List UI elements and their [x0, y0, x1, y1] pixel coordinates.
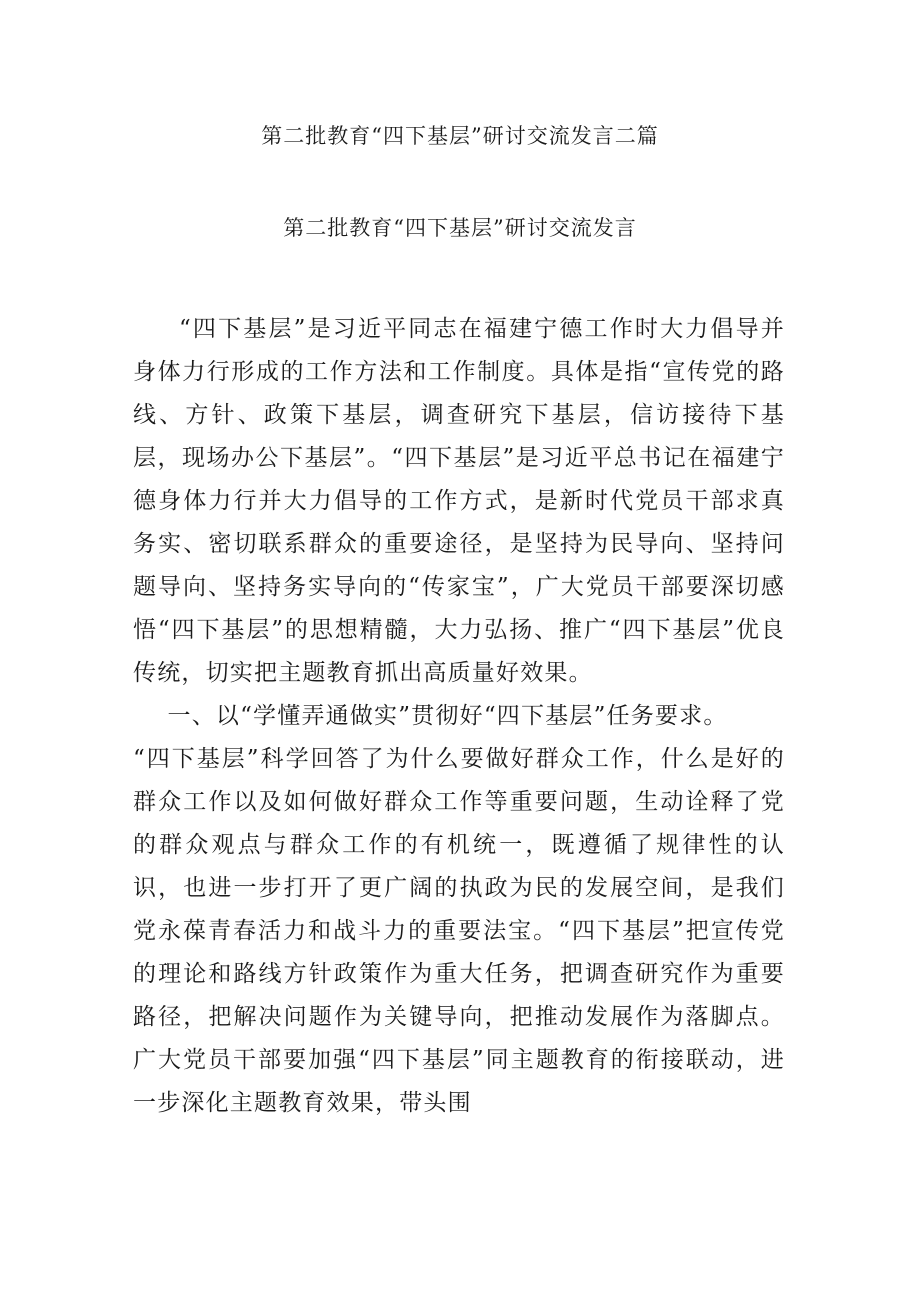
- section-paragraph: “四下基层”科学回答了为什么要做好群众工作，什么是好的群众工作以及如何做好群众工作等重要问题，生动诠释了党的群众观点与群众工作的有机统一，既遵循了规律性的认识，也进一步打开了更广阔的执政为民的发展空间，是我们党永葆青春活力和战斗力的重要法宝。“四下基层”把宣传党的理论和路线方针政策作为重大任务，把调查研究作为重要路径，把解决问题作为关键导向，把推动发展作为落脚点。广大党员干部要加强“四下基层”同主题教育的衔接联动，进一步深化主题教育效果，带头围: [133, 746, 785, 1116]
- document-body: [133, 308, 785, 1125]
- intro-paragraph: “四下基层”是习近平同志在福建宁德工作时大力倡导并身体力行形成的工作方法和工作制度。具体是指“宣传党的路线、方针、政策下基层，调查研究下基层，信访接待下基层，现场办公下基层”。“四下基层”是习近平总书记在福建宁德身体力行并大力倡导的工作方式，是新时代党员干部求真务实、密切联系群众的重要途径，是坚持为民导向、坚持问题导向、坚持务实导向的“传家宝”，广大党员干部要深切感悟“四下基层”的思想精髓，大力弘扬、推广“四下基层”优良传统，切实把主题教育抓出高质量好效果。: [133, 316, 785, 686]
- document-title: 第二批教育“四下基层”研讨交流发言二篇: [261, 124, 659, 148]
- document-subtitle: 第二批教育“四下基层”研讨交流发言: [283, 216, 637, 240]
- section-heading: 一、以“学懂弄通做实”贯彻好“四下基层”任务要求。: [167, 703, 728, 729]
